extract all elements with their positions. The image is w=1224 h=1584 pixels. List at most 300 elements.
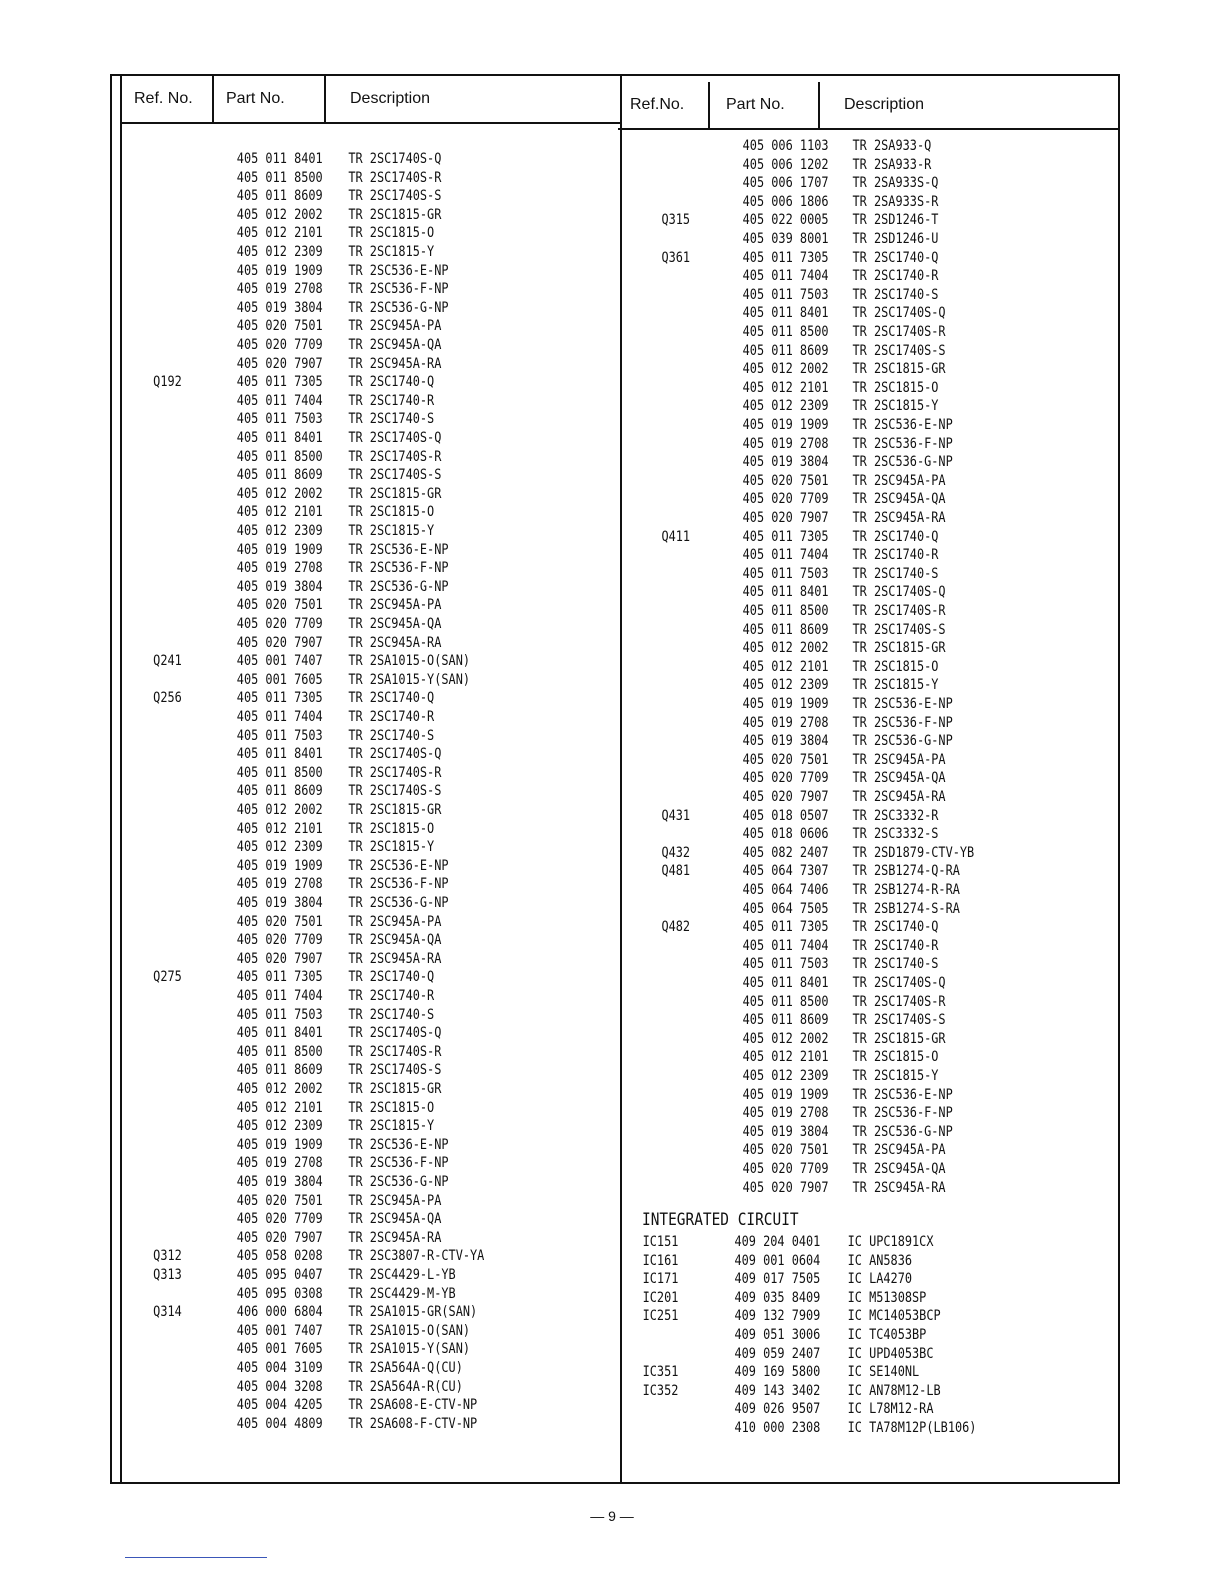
- table-row: [122, 1154, 530, 1173]
- description-cell: TR 2SC536-G-NP: [852, 1123, 953, 1140]
- table-row: [618, 1326, 1028, 1345]
- description-cell: IC LA4270: [847, 1271, 913, 1288]
- description-cell: TR 2SC1740S-S: [852, 342, 946, 359]
- table-row: [618, 918, 1028, 937]
- description-cell: TR 2SC1815-GR: [348, 206, 442, 223]
- description-cell: TR 2SC1740-R: [348, 392, 435, 409]
- description-cell: TR 2SA1015-Y(SAN): [348, 1341, 471, 1358]
- part-no-cell: 405 020 7501: [742, 751, 829, 768]
- table-row: [618, 1400, 1028, 1419]
- ref-no-cell: Q411: [661, 528, 691, 545]
- part-no-cell: 405 012 2002: [236, 206, 323, 223]
- part-no-header: Part No.: [726, 96, 785, 113]
- part-no-cell: 405 020 7907: [236, 634, 323, 651]
- ref-no-cell: IC201: [642, 1289, 679, 1306]
- part-no-cell: 405 012 2101: [742, 1049, 829, 1066]
- table-row: [122, 1210, 530, 1229]
- table-row: [618, 546, 1028, 565]
- part-no-cell: 405 020 7501: [236, 1192, 323, 1209]
- part-no-cell: 405 011 7503: [742, 565, 829, 582]
- part-no-cell: 405 011 7503: [236, 1006, 323, 1023]
- description-cell: TR 2SC945A-RA: [348, 950, 442, 967]
- table-row: [618, 751, 1028, 770]
- header-divider: [212, 76, 214, 122]
- ref-no-cell: Q241: [153, 653, 182, 670]
- part-no-cell: 405 011 7404: [742, 547, 829, 564]
- description-cell: TR 2SC1815-GR: [852, 361, 946, 378]
- header-divider: [708, 82, 710, 128]
- description-cell: TR 2SD1246-U: [852, 231, 939, 247]
- description-cell: TR 2SC945A-RA: [348, 1229, 442, 1246]
- description-cell: TR 2SC536-G-NP: [348, 1174, 449, 1190]
- part-no-cell: 405 011 8401: [742, 975, 829, 991]
- part-no-cell: 405 004 4205: [236, 1397, 323, 1414]
- table-row: [618, 862, 1028, 881]
- table-row: [122, 764, 530, 783]
- description-cell: TR 2SA1015-O(SAN): [348, 653, 471, 670]
- ref-no-cell: IC351: [642, 1364, 679, 1381]
- part-no-cell: 405 020 7709: [742, 1161, 829, 1177]
- description-cell: TR 2SC945A-RA: [852, 1179, 946, 1196]
- table-row: [122, 820, 530, 839]
- left-column: [120, 76, 622, 1482]
- table-row: [122, 299, 530, 318]
- part-no-cell: 405 012 2309: [742, 677, 829, 694]
- part-no-cell: 405 019 1909: [742, 696, 829, 712]
- table-row: [618, 1233, 1028, 1252]
- description-cell: TR 2SB1274-R-RA: [852, 882, 960, 898]
- description-cell: TR 2SC1740-S: [852, 565, 939, 582]
- ref-no-cell: IC352: [642, 1382, 679, 1399]
- table-row: [122, 522, 530, 541]
- part-no-cell: 405 020 7709: [742, 770, 829, 787]
- table-row: [618, 1270, 1028, 1289]
- table-row: [122, 1415, 530, 1434]
- table-row: [122, 1378, 530, 1397]
- part-no-cell: 405 019 2708: [236, 281, 323, 298]
- table-row: [122, 615, 530, 634]
- description-cell: TR 2SC1740-R: [852, 937, 939, 954]
- table-row: [122, 671, 530, 690]
- part-no-cell: 405 020 7501: [236, 597, 323, 614]
- description-cell: TR 2SC945A-RA: [348, 634, 442, 651]
- table-row: [618, 193, 1028, 212]
- description-cell: TR 2SB1274-S-RA: [852, 900, 960, 917]
- description-cell: IC M51308SP: [847, 1289, 927, 1306]
- part-no-cell: 409 051 3006: [734, 1327, 821, 1343]
- part-no-cell: 405 011 8500: [742, 993, 829, 1010]
- table-row: [122, 429, 530, 448]
- table-row: [122, 875, 530, 894]
- table-row: [122, 1099, 530, 1118]
- description-cell: TR 2SC1740-S: [852, 956, 939, 973]
- part-no-cell: 409 035 8409: [734, 1289, 821, 1306]
- description-header: Description: [844, 96, 925, 113]
- table-row: [618, 974, 1028, 993]
- part-no-cell: 405 011 8609: [236, 188, 323, 205]
- table-row: [122, 1192, 530, 1211]
- table-row: [122, 243, 530, 262]
- description-cell: TR 2SC1815-Y: [348, 1118, 435, 1135]
- table-row: [122, 578, 530, 597]
- part-no-cell: 405 020 7501: [236, 318, 323, 335]
- description-cell: TR 2SC4429-M-YB: [348, 1285, 456, 1302]
- description-cell: TR 2SC945A-QA: [348, 616, 442, 632]
- description-cell: TR 2SC1740-R: [852, 547, 939, 564]
- table-row: [618, 788, 1028, 807]
- description-cell: TR 2SC1740S-R: [852, 603, 946, 619]
- part-no-cell: 405 012 2309: [236, 523, 323, 539]
- table-row: [618, 769, 1028, 788]
- part-no-cell: 405 011 7305: [742, 249, 829, 266]
- table-row: [618, 1030, 1028, 1049]
- parts-list-sheet: [110, 74, 1120, 1484]
- footer-rule: [125, 1557, 267, 1558]
- part-no-cell: 405 019 1909: [236, 857, 323, 874]
- part-no-cell: 406 000 6804: [236, 1304, 323, 1321]
- table-row: [618, 1067, 1028, 1086]
- description-cell: TR 2SC1740-R: [348, 709, 435, 725]
- part-no-cell: 405 001 7605: [236, 671, 323, 688]
- description-cell: TR 2SC1740-Q: [348, 374, 435, 391]
- part-no-cell: 405 011 8609: [236, 783, 323, 800]
- table-row: [618, 937, 1028, 956]
- description-cell: TR 2SA564A-R(CU): [348, 1378, 463, 1395]
- part-no-cell: 405 019 2708: [742, 435, 829, 452]
- table-row: [122, 1006, 530, 1025]
- table-row: [122, 727, 530, 746]
- part-no-cell: 405 011 8500: [236, 448, 323, 465]
- part-no-cell: 405 006 1707: [742, 175, 829, 192]
- table-row: [122, 801, 530, 820]
- left-header: [122, 76, 620, 124]
- part-no-cell: 405 020 7501: [742, 1142, 829, 1159]
- description-cell: IC AN5836: [847, 1252, 913, 1269]
- table-row: [618, 304, 1028, 323]
- description-cell: TR 2SC536-E-NP: [348, 857, 449, 874]
- table-row: [122, 1303, 530, 1322]
- table-row: [618, 602, 1028, 621]
- part-no-cell: 405 019 1909: [742, 1086, 829, 1103]
- description-cell: TR 2SC1740-Q: [348, 969, 435, 986]
- table-row: [122, 448, 530, 467]
- part-no-cell: 405 011 7305: [236, 690, 323, 707]
- table-row: [122, 541, 530, 560]
- description-cell: TR 2SC1740-Q: [852, 249, 939, 266]
- table-row: [122, 336, 530, 355]
- part-no-cell: 405 012 2309: [236, 839, 323, 856]
- table-row: [122, 689, 530, 708]
- table-row: [618, 1252, 1028, 1271]
- table-row: [618, 1179, 1028, 1198]
- ref-no-cell: Q361: [661, 249, 691, 266]
- part-no-cell: 405 019 3804: [742, 733, 829, 750]
- part-no-cell: 405 011 8609: [236, 1062, 323, 1079]
- part-no-cell: 409 143 3402: [734, 1382, 821, 1399]
- table-row: [618, 639, 1028, 658]
- table-row: [122, 950, 530, 969]
- table-row: [122, 1136, 530, 1155]
- description-cell: TR 2SC536-E-NP: [852, 696, 953, 712]
- ref-no-cell: Q481: [661, 863, 691, 880]
- description-cell: TR 2SC945A-QA: [348, 337, 442, 353]
- table-row: [122, 150, 530, 169]
- description-cell: TR 2SC1740-S: [348, 727, 435, 744]
- part-no-cell: 405 012 2309: [236, 244, 323, 260]
- table-row: [618, 137, 1028, 156]
- description-cell: TR 2SC1815-O: [852, 379, 939, 396]
- table-row: [618, 509, 1028, 528]
- part-no-cell: 405 001 7407: [236, 653, 323, 670]
- part-no-cell: 405 011 7503: [236, 727, 323, 744]
- description-cell: TR 2SC945A-QA: [852, 770, 946, 787]
- table-row: [618, 1011, 1028, 1030]
- description-cell: TR 2SC1740S-R: [852, 993, 946, 1010]
- ref-no-cell: Q315: [661, 212, 691, 229]
- table-row: [122, 262, 530, 281]
- ref-no-cell: Q314: [153, 1304, 182, 1321]
- table-row: [618, 435, 1028, 454]
- description-cell: TR 2SC1740S-S: [348, 783, 442, 800]
- table-row: [618, 1086, 1028, 1105]
- part-no-cell: 405 011 7404: [742, 268, 829, 285]
- part-no-cell: 405 006 1103: [742, 138, 829, 154]
- table-row: [618, 844, 1028, 863]
- table-row: [122, 838, 530, 857]
- part-no-cell: 405 011 7404: [236, 988, 323, 1004]
- part-no-cell: 405 011 7404: [742, 937, 829, 954]
- table-row: [122, 708, 530, 727]
- table-row: [122, 503, 530, 522]
- part-no-cell: 405 004 4809: [236, 1415, 323, 1432]
- description-cell: TR 2SC1740S-Q: [852, 584, 946, 601]
- table-row: [618, 156, 1028, 175]
- part-no-cell: 405 011 7503: [236, 411, 323, 428]
- table-row: [618, 714, 1028, 733]
- part-no-cell: 405 019 3804: [236, 299, 323, 316]
- description-cell: TR 2SC536-E-NP: [348, 541, 449, 558]
- table-row: [618, 1160, 1028, 1179]
- description-cell: TR 2SC1815-O: [348, 504, 435, 521]
- table-row: [122, 559, 530, 578]
- description-cell: TR 2SC1815-Y: [852, 398, 939, 415]
- table-row: [618, 416, 1028, 435]
- description-cell: TR 2SC1740-S: [348, 411, 435, 428]
- part-no-cell: 405 058 0208: [236, 1248, 323, 1265]
- part-no-header: Part No.: [226, 90, 285, 107]
- part-no-cell: 405 064 7307: [742, 863, 829, 880]
- table-row: [618, 1307, 1028, 1326]
- part-no-cell: 405 020 7709: [236, 1211, 323, 1228]
- part-no-cell: 405 011 8500: [742, 603, 829, 619]
- table-row: [618, 174, 1028, 193]
- part-no-cell: 405 011 8500: [236, 1043, 323, 1060]
- part-no-cell: 405 004 3109: [236, 1360, 323, 1376]
- ref-no-header: Ref. No.: [134, 90, 193, 107]
- description-cell: TR 2SC945A-QA: [348, 1211, 442, 1228]
- part-no-cell: 405 019 3804: [236, 1174, 323, 1190]
- description-cell: TR 2SC536-G-NP: [348, 299, 449, 316]
- part-no-cell: 405 019 1909: [236, 541, 323, 558]
- ref-no-cell: Q313: [153, 1267, 182, 1283]
- part-no-cell: 405 019 1909: [236, 1136, 323, 1153]
- description-cell: IC SE140NL: [847, 1364, 920, 1381]
- description-cell: TR 2SC1740-Q: [852, 919, 939, 936]
- ref-no-cell: Q312: [153, 1248, 182, 1265]
- description-cell: TR 2SC1815-GR: [348, 485, 442, 502]
- right-header: [618, 82, 1118, 130]
- description-cell: TR 2SC536-E-NP: [852, 417, 953, 433]
- table-row: [122, 745, 530, 764]
- description-cell: TR 2SC1740S-S: [852, 1012, 946, 1029]
- description-cell: TR 2SC1740S-Q: [348, 1025, 442, 1042]
- part-no-cell: 405 020 7709: [236, 932, 323, 949]
- description-cell: TR 2SC1815-Y: [852, 1068, 939, 1084]
- table-row: [618, 881, 1028, 900]
- part-no-cell: 405 064 7406: [742, 882, 829, 898]
- part-no-cell: 409 017 7505: [734, 1271, 821, 1288]
- ref-no-cell: Q192: [153, 374, 182, 391]
- description-cell: TR 2SC1740-S: [348, 1006, 435, 1023]
- header-divider: [324, 76, 326, 122]
- description-cell: TR 2SC4429-L-YB: [348, 1267, 456, 1283]
- part-no-cell: 405 011 7305: [236, 969, 323, 986]
- table-row: [122, 392, 530, 411]
- description-cell: TR 2SC1815-GR: [852, 640, 946, 657]
- part-no-cell: 405 011 8401: [742, 305, 829, 322]
- part-no-cell: 405 011 7305: [236, 374, 323, 391]
- table-row: [618, 211, 1028, 230]
- description-cell: TR 2SC1815-GR: [852, 1030, 946, 1047]
- table-row: [122, 1173, 530, 1192]
- part-no-cell: 405 011 7305: [742, 528, 829, 545]
- part-no-cell: 405 001 7407: [236, 1322, 323, 1339]
- description-cell: TR 2SC1815-O: [852, 1049, 939, 1066]
- part-no-cell: 405 020 7907: [236, 1229, 323, 1246]
- description-cell: TR 2SC536-E-NP: [348, 1136, 449, 1153]
- description-cell: TR 2SC1740S-R: [348, 448, 442, 465]
- part-no-cell: 405 020 7907: [742, 789, 829, 805]
- part-no-cell: 410 000 2308: [734, 1420, 821, 1436]
- description-cell: TR 2SA933-R: [852, 156, 932, 173]
- description-cell: TR 2SC536-F-NP: [348, 560, 449, 577]
- part-no-cell: 405 011 8401: [236, 430, 323, 446]
- description-cell: TR 2SC1740-R: [852, 268, 939, 285]
- description-cell: TR 2SC536-F-NP: [348, 281, 449, 298]
- description-cell: TR 2SC1740S-R: [852, 324, 946, 340]
- part-no-cell: 405 011 7404: [236, 709, 323, 725]
- table-row: [618, 1141, 1028, 1160]
- description-cell: TR 2SC536-G-NP: [852, 454, 953, 471]
- right-column: [618, 76, 1118, 1482]
- ref-no-cell: Q256: [153, 690, 182, 707]
- part-no-cell: 405 019 2708: [236, 560, 323, 577]
- table-row: [122, 1266, 530, 1285]
- table-row: [618, 565, 1028, 584]
- table-row: [122, 280, 530, 299]
- table-row: [618, 379, 1028, 398]
- table-row: [618, 397, 1028, 416]
- description-cell: TR 2SC1740-R: [348, 988, 435, 1004]
- table-row: [122, 782, 530, 801]
- description-header: Description: [350, 90, 431, 107]
- part-no-cell: 405 020 7907: [236, 355, 323, 372]
- description-cell: TR 2SC3332-R: [852, 807, 939, 824]
- part-no-cell: 405 011 8609: [236, 467, 323, 484]
- table-row: [618, 1289, 1028, 1308]
- ref-no-cell: Q431: [661, 807, 691, 824]
- part-no-cell: 405 011 7503: [742, 286, 829, 303]
- description-cell: TR 2SC1740S-Q: [348, 430, 442, 446]
- description-cell: IC AN78M12-LB: [847, 1382, 941, 1399]
- part-no-cell: 405 020 7907: [742, 510, 829, 526]
- ref-no-cell: Q275: [153, 969, 182, 986]
- description-cell: TR 2SC1815-Y: [348, 523, 435, 539]
- part-no-cell: 409 204 0401: [734, 1234, 821, 1250]
- description-cell: TR 2SC3332-S: [852, 826, 939, 843]
- part-no-cell: 405 020 7709: [236, 337, 323, 353]
- description-cell: TR 2SC1740S-R: [348, 1043, 442, 1060]
- part-no-cell: 405 064 7505: [742, 900, 829, 917]
- part-no-cell: 405 012 2101: [236, 504, 323, 521]
- table-row: [122, 187, 530, 206]
- table-row: [122, 1247, 530, 1266]
- part-no-cell: 405 019 3804: [236, 578, 323, 595]
- part-no-cell: 405 020 7907: [742, 1179, 829, 1196]
- description-cell: TR 2SC1740S-Q: [348, 746, 442, 763]
- description-cell: TR 2SB1274-Q-RA: [852, 863, 960, 880]
- table-row: [618, 528, 1028, 547]
- table-row: [122, 634, 530, 653]
- part-no-cell: 405 012 2309: [742, 1068, 829, 1084]
- description-cell: IC TC4053BP: [847, 1327, 927, 1343]
- description-cell: TR 2SC945A-PA: [348, 318, 442, 335]
- description-cell: TR 2SC536-F-NP: [852, 435, 953, 452]
- ref-no-header: Ref.No.: [630, 96, 685, 113]
- part-no-cell: 405 020 7709: [236, 616, 323, 632]
- table-row: [122, 596, 530, 615]
- ref-no-cell: IC251: [642, 1308, 679, 1325]
- part-no-cell: 405 019 3804: [742, 454, 829, 471]
- part-no-cell: 405 012 2101: [236, 225, 323, 242]
- description-cell: TR 2SC1815-Y: [348, 244, 435, 260]
- part-no-cell: 405 011 8609: [742, 621, 829, 638]
- description-cell: TR 2SC536-F-NP: [852, 714, 953, 731]
- description-cell: TR 2SC1815-O: [348, 820, 435, 837]
- table-row: [618, 1363, 1028, 1382]
- table-row: [122, 1024, 530, 1043]
- part-no-cell: 405 011 7503: [742, 956, 829, 973]
- table-row: [122, 652, 530, 671]
- description-cell: TR 2SC1740S-Q: [852, 305, 946, 322]
- table-row: [122, 987, 530, 1006]
- table-row: [122, 857, 530, 876]
- part-no-cell: 405 011 8500: [742, 324, 829, 340]
- description-cell: TR 2SC1815-O: [348, 225, 435, 242]
- part-no-cell: 409 026 9507: [734, 1401, 821, 1418]
- description-cell: TR 2SC1740-Q: [852, 528, 939, 545]
- part-no-cell: 405 011 8609: [742, 1012, 829, 1029]
- part-no-cell: 405 019 2708: [236, 876, 323, 893]
- part-no-cell: 405 018 0507: [742, 807, 829, 824]
- page-number: — 9 —: [590, 1508, 634, 1524]
- table-row: [122, 1229, 530, 1248]
- part-no-cell: 405 012 2002: [742, 361, 829, 378]
- description-cell: TR 2SC536-G-NP: [348, 895, 449, 911]
- part-no-cell: 405 011 7404: [236, 392, 323, 409]
- table-row: [618, 825, 1028, 844]
- part-no-cell: 405 019 1909: [236, 262, 323, 279]
